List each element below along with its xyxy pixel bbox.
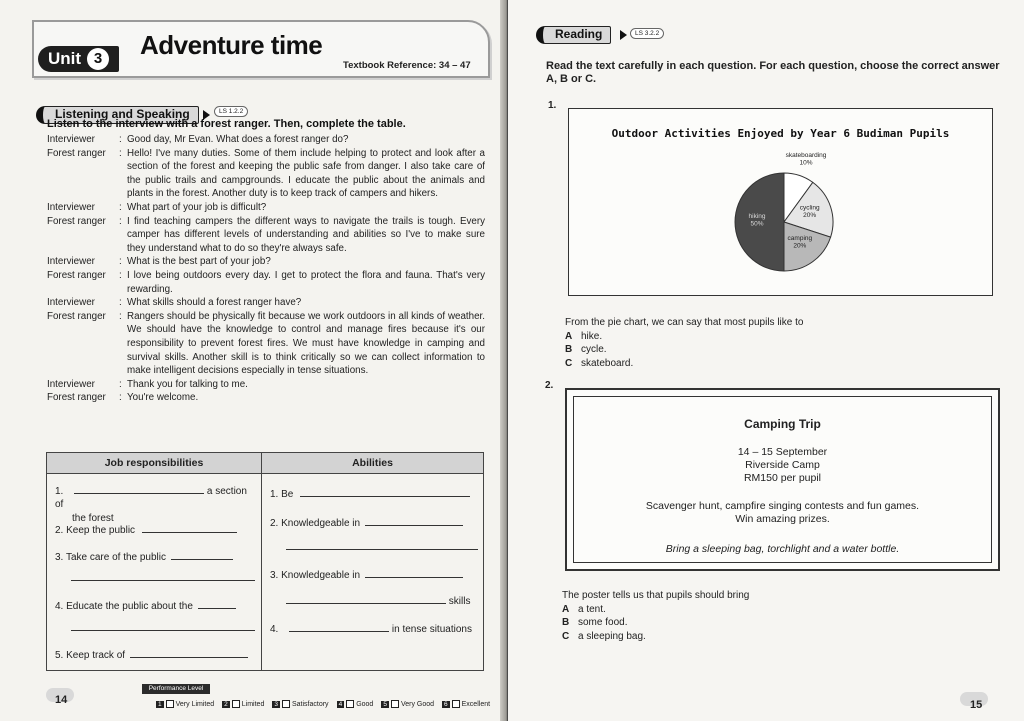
item-text: 2. Keep the public	[55, 525, 136, 536]
reading-instruction: Read the text carefully in each question. For each question, choose the correct answer A, B or C.	[546, 60, 1000, 85]
answer-line[interactable]	[286, 549, 478, 550]
dialogue-text: Good day, Mr Evan. What does a forest ranger do?	[127, 134, 349, 145]
page-number-left: 14	[55, 694, 68, 706]
item-text: a section of	[55, 486, 247, 510]
dialogue-text: I love being outdoors every day. I get to protect the flora and fauna. That's very rewarding.	[127, 269, 485, 295]
item-text: 2. Knowledgeable in	[270, 518, 361, 529]
section-reading: Reading	[536, 26, 611, 44]
speaker: Forest ranger	[47, 269, 106, 281]
item-text: 1. Be	[270, 489, 294, 500]
option-a[interactable]	[562, 603, 749, 617]
answer-blank[interactable]	[171, 550, 233, 560]
level-label: Limited	[241, 700, 265, 708]
speaker: Interviewer	[47, 256, 95, 268]
checkbox[interactable]	[391, 700, 399, 708]
answer-blank[interactable]	[198, 599, 236, 609]
dialogue-line: Interviewer : Thank you for talking to me.	[47, 378, 485, 392]
responsibilities-table	[46, 452, 484, 671]
level-number: 5	[383, 700, 387, 708]
answer-blank[interactable]	[130, 648, 248, 658]
option-b[interactable]	[562, 616, 749, 630]
speaker: Interviewer	[47, 201, 95, 213]
pie-label-camping: camping 20%	[787, 234, 813, 250]
ability-3	[270, 568, 475, 582]
checkbox[interactable]	[232, 700, 240, 708]
dialogue-line: Forest ranger : I find teaching campers the different ways to navigate the trails is tough. Every camper has different levels of understanding and abilities so I've to make sure they understand what to do so they're always safe.	[47, 215, 485, 254]
speaker: Forest ranger	[47, 310, 106, 322]
speaker: Forest ranger	[47, 147, 106, 159]
question-1-number: 1.	[548, 100, 557, 111]
dialogue-text: Hello! I've many duties. Some of them include helping to protect and look after a section of the forest and keeping the public safe from danger. I also take care of the public trails and campgrounds. I educate the public about the animals and plants in the forest. Another duty is to keep track of campers and hikers.	[127, 147, 485, 200]
item-number: 4.	[270, 624, 279, 635]
answer-line[interactable]	[71, 630, 255, 631]
dialogue-text: What part of your job is difficult?	[127, 201, 267, 213]
level-number: 2	[224, 700, 228, 708]
performance-level-2[interactable]	[222, 700, 264, 708]
performance-level-5[interactable]	[381, 700, 434, 708]
level-label: Excellent	[461, 700, 491, 708]
dialogue-text: What skills should a forest ranger have?	[127, 297, 302, 309]
poster-bring: Bring a sleeping bag, torchlight and a water bottle.	[665, 543, 900, 555]
camping-poster	[565, 388, 1000, 571]
performance-levels	[156, 700, 490, 708]
option-text: skateboard.	[581, 357, 634, 369]
answer-blank[interactable]	[365, 568, 463, 578]
header-job-responsibilities: Job responsibilities	[47, 453, 262, 474]
level-number: 6	[444, 700, 448, 708]
responsibilities-column	[47, 474, 261, 670]
responsibility-2	[55, 523, 253, 537]
item-text: the forest	[72, 513, 114, 524]
option-b[interactable]	[565, 343, 803, 357]
left-page	[0, 0, 506, 721]
performance-level-1[interactable]	[156, 700, 214, 708]
header-abilities: Abilities	[262, 453, 484, 474]
ability-1	[270, 487, 475, 501]
poster-price: RM150 per pupil	[743, 472, 822, 484]
checkbox[interactable]	[282, 700, 290, 708]
poster-place: Riverside Camp	[745, 459, 820, 471]
responsibility-5	[55, 648, 253, 662]
dialogue-line: Forest ranger : You're welcome.	[47, 391, 485, 405]
abilities-column	[262, 474, 483, 670]
responsibility-1	[55, 484, 253, 525]
pie-label-skateboarding: skateboarding 10%	[785, 152, 827, 167]
listening-instruction: Listen to the interview with a forest ranger. Then, complete the table.	[47, 118, 406, 130]
question-2-number: 2.	[545, 380, 554, 391]
level-number: 3	[274, 700, 278, 708]
dialogue-line: Interviewer : What skills should a forest ranger have?	[47, 296, 485, 310]
answer-blank[interactable]	[300, 487, 470, 497]
option-text: cycle.	[581, 344, 607, 355]
dialogue-line: Forest ranger : Hello! I've many duties. Some of them include helping to protect and look after a section of the forest and keeping the public safe from danger. I also take care of the public trails and campgrounds. I educate the public about the animals and plants in the forest. Another duty is to keep track of campers and hikers.	[47, 147, 485, 200]
dialogue-line: Interviewer : What part of your job is difficult?	[47, 201, 485, 215]
speaker: Interviewer	[47, 134, 95, 145]
performance-level-6[interactable]	[442, 700, 490, 708]
poster-frame	[573, 396, 992, 563]
checkbox[interactable]	[452, 700, 460, 708]
pie-label-hiking: hiking 50%	[748, 213, 766, 228]
level-number: 1	[158, 700, 162, 708]
pie-chart	[569, 109, 994, 297]
item-number: 1.	[55, 486, 64, 497]
answer-line[interactable]	[71, 580, 255, 581]
option-text: some food.	[578, 617, 628, 628]
dialogue-line: Forest ranger : I love being outdoors every day. I get to protect the flora and fauna. That's very rewarding.	[47, 269, 485, 295]
dialogue-line: Forest ranger : Rangers should be physically fit because we work outdoors in all kinds of weather. We should have the knowledge to control and manage fires because it's our responsibility to prevent forest fires. We must have knowledge in camping and survival skills. Another skill is to think critically so we can collect information to make intelligent decisions especially in tense situations.	[47, 310, 485, 377]
interview-dialogue	[47, 133, 485, 405]
option-letter: A	[562, 603, 570, 615]
responsibility-3	[55, 550, 253, 564]
performance-level-4[interactable]	[337, 700, 374, 708]
poster-date: 14 – 15 September	[737, 446, 828, 458]
skill-code: LS 3.2.2	[630, 28, 664, 39]
checkbox[interactable]	[346, 700, 354, 708]
poster-prizes: Win amazing prizes.	[735, 513, 830, 525]
performance-level-label: Performance Level	[142, 684, 210, 694]
level-label: Very Limited	[175, 700, 215, 708]
unit-label: Unit	[48, 49, 82, 68]
option-c[interactable]	[562, 630, 749, 644]
checkbox[interactable]	[166, 700, 174, 708]
option-letter: B	[562, 617, 570, 628]
option-c[interactable]	[565, 357, 803, 371]
unit-number: 3	[87, 48, 109, 70]
dialogue-text: Thank you for talking to me.	[127, 378, 248, 390]
option-a[interactable]	[565, 330, 803, 344]
pie-label-cycling: cycling 20%	[799, 204, 820, 220]
page-number-right: 15	[970, 699, 983, 711]
answer-blank[interactable]	[74, 484, 204, 494]
option-letter: C	[562, 630, 570, 642]
item-text: 3. Take care of the public	[55, 552, 166, 563]
skill-code: LS 1.2.2	[214, 106, 248, 117]
poster-activities: Scavenger hunt, campfire singing contests and fun games.	[645, 500, 920, 512]
dialogue-text: What is the best part of your job?	[127, 256, 271, 268]
question-1	[565, 316, 803, 370]
speaker: Forest ranger	[47, 215, 106, 227]
speaker: Interviewer	[47, 297, 95, 309]
performance-level-3[interactable]	[272, 700, 328, 708]
dialogue-text: You're welcome.	[127, 392, 199, 404]
dialogue-text: Rangers should be physically fit because we work outdoors in all kinds of weather. We should have the knowledge to control and manage fires because it's our responsibility to prevent forest fires. We must have knowledge in camping and survival skills. Another skill is to think critically so we can collect information to make intelligent decisions especially in tense situations.	[127, 310, 485, 377]
question-text: The poster tells us that pupils should bring	[562, 590, 750, 601]
poster-title: Camping Trip	[744, 417, 821, 431]
right-page	[508, 0, 1024, 721]
option-letter: C	[565, 357, 573, 369]
unit-title: Adventure time	[140, 30, 323, 60]
chart-title: Outdoor Activities Enjoyed by Year 6 Budiman Pupils	[611, 127, 950, 140]
section-listening-speaking: Listening and Speaking	[36, 106, 199, 124]
answer-blank[interactable]	[365, 516, 463, 526]
speaker: Interviewer	[47, 378, 95, 390]
option-text: hike.	[581, 330, 603, 342]
arrow-right-icon	[620, 30, 627, 40]
question-2	[562, 589, 749, 643]
level-label: Very Good	[400, 700, 435, 708]
answer-blank[interactable]	[286, 594, 446, 604]
answer-blank[interactable]	[289, 622, 389, 632]
option-letter: B	[565, 344, 573, 355]
question-text: From the pie chart, we can say that most pupils like to	[565, 317, 804, 328]
textbook-reference: Textbook Reference: 34 – 47	[343, 60, 471, 71]
dialogue-text: I find teaching campers the different ways to navigate the trails is tough. Every camper has different levels of understanding and abilities so I've to make sure they understand what to do so they're always safe.	[127, 215, 485, 254]
level-label: Good	[356, 700, 374, 708]
item-text: 3. Knowledgeable in	[270, 570, 361, 581]
item-text: 4. Educate the public about the	[55, 601, 193, 612]
dialogue-line: Interviewer : What is the best part of your job?	[47, 255, 485, 269]
ability-4	[270, 622, 475, 636]
dialogue-line: Interviewer : Good day, Mr Evan. What does a forest ranger do?	[47, 133, 485, 147]
item-text: skills	[448, 596, 471, 607]
item-text: in tense situations	[391, 624, 472, 635]
item-text: 5. Keep track of	[55, 650, 126, 661]
pie-chart-box	[568, 108, 993, 296]
answer-blank[interactable]	[142, 523, 237, 533]
speaker: Forest ranger	[47, 392, 106, 404]
level-number: 4	[338, 700, 343, 708]
option-text: a tent.	[578, 603, 606, 615]
option-text: a sleeping bag.	[578, 630, 646, 642]
level-label: Satisfactory	[291, 700, 329, 708]
responsibility-4	[55, 599, 253, 613]
option-letter: A	[565, 330, 573, 342]
ability-2	[270, 516, 475, 530]
unit-badge	[38, 46, 119, 72]
ability-3-cont	[270, 594, 475, 608]
